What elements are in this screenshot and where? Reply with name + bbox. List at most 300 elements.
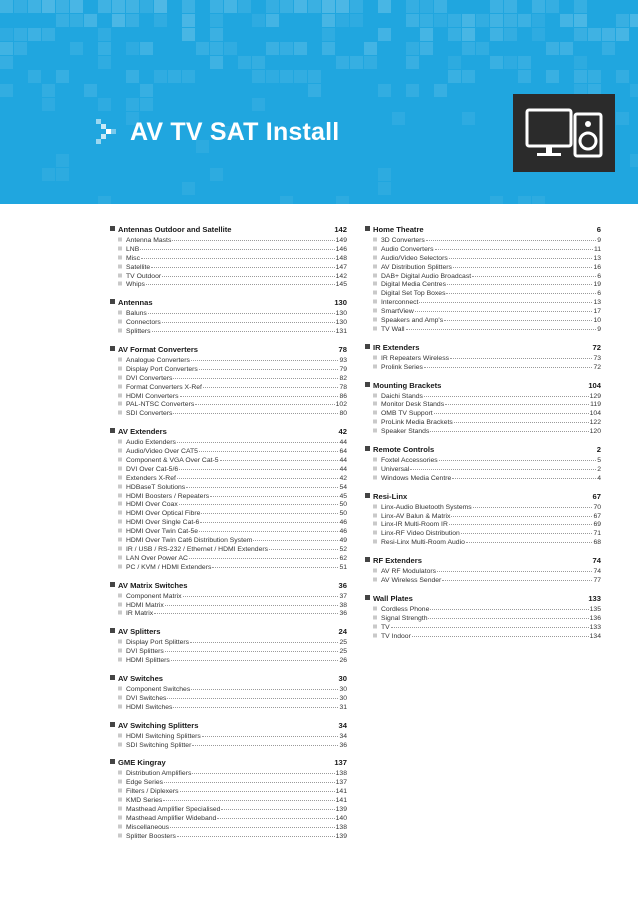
mosaic-tile bbox=[420, 0, 433, 13]
entry-label: SDI Converters bbox=[126, 410, 173, 418]
mosaic-tile bbox=[616, 70, 629, 83]
mosaic-tile bbox=[266, 0, 279, 13]
mosaic-tile bbox=[322, 42, 335, 55]
square-bullet-icon bbox=[118, 329, 122, 333]
dot-leader bbox=[426, 234, 596, 241]
dot-leader bbox=[192, 767, 334, 774]
mosaic-tile bbox=[42, 0, 55, 13]
section-title: AV Splitters bbox=[118, 627, 161, 637]
entry-label: Analogue Converters bbox=[126, 357, 190, 365]
mosaic-tile bbox=[126, 70, 139, 83]
mosaic-tile bbox=[406, 0, 419, 13]
header-banner bbox=[0, 0, 638, 204]
dot-leader bbox=[424, 390, 589, 397]
entry-page-number: 131 bbox=[335, 328, 347, 336]
square-bullet-icon bbox=[373, 318, 377, 322]
entry-label: DVI Converters bbox=[126, 374, 173, 382]
mosaic-tile bbox=[392, 112, 405, 125]
dot-leader bbox=[177, 830, 335, 837]
mosaic-tile bbox=[574, 0, 587, 13]
mosaic-tile bbox=[406, 84, 419, 97]
entry-label: Component Switches bbox=[126, 685, 191, 693]
mosaic-tile bbox=[336, 14, 349, 27]
dot-leader bbox=[191, 683, 338, 690]
mosaic-tile bbox=[14, 28, 27, 41]
section-page-number: 142 bbox=[334, 225, 347, 234]
entry-page-number: 16 bbox=[593, 263, 601, 271]
mosaic-tile bbox=[224, 0, 237, 13]
mosaic-tile bbox=[210, 56, 223, 69]
entry-label: HDMI Converters bbox=[126, 392, 179, 400]
entry-label: Prolink Series bbox=[381, 363, 423, 371]
entry-label: Miscellaneous bbox=[126, 823, 170, 831]
square-bullet-icon bbox=[118, 358, 122, 362]
mosaic-tile bbox=[98, 98, 111, 111]
dot-leader bbox=[162, 316, 335, 323]
section-ir-extenders bbox=[365, 342, 601, 371]
entry-label: IR Repeaters Wireless bbox=[381, 354, 449, 362]
entry-label: IR / USB / RS-232 / Ethernet / HDMI Extenders bbox=[126, 545, 269, 553]
entry-label: Misc bbox=[126, 254, 140, 262]
index-entry[interactable] bbox=[365, 631, 601, 640]
entry-label: Splitter Boosters bbox=[126, 832, 176, 840]
entry-page-number: 25 bbox=[339, 648, 347, 656]
entry-label: Component & VGA Over Cat-5 bbox=[126, 457, 219, 465]
dot-leader bbox=[461, 527, 593, 534]
mosaic-tile bbox=[448, 28, 461, 41]
mosaic-tile bbox=[210, 0, 223, 13]
index-entry[interactable] bbox=[110, 740, 347, 749]
mosaic-tile bbox=[0, 0, 13, 13]
section-page-number: 42 bbox=[338, 427, 347, 437]
mosaic-tile bbox=[0, 84, 13, 97]
square-bullet-icon bbox=[118, 555, 122, 559]
index-entry[interactable] bbox=[110, 408, 347, 417]
entry-page-number: 36 bbox=[339, 741, 347, 749]
dot-leader bbox=[162, 270, 335, 277]
square-bullet-icon bbox=[373, 393, 377, 397]
dot-leader bbox=[151, 261, 334, 268]
square-bullet-icon bbox=[118, 742, 122, 746]
entry-page-number: 80 bbox=[339, 410, 347, 418]
dot-leader bbox=[190, 636, 338, 643]
mosaic-tile bbox=[406, 42, 419, 55]
mosaic-tile bbox=[280, 42, 293, 55]
square-bullet-icon bbox=[118, 246, 122, 250]
index-entry[interactable] bbox=[110, 608, 347, 617]
entry-label: HDMI Over Twin Cat-5e bbox=[126, 528, 199, 536]
square-bullet-icon bbox=[365, 493, 370, 498]
entry-page-number: 86 bbox=[339, 392, 347, 400]
mosaic-tile bbox=[336, 56, 349, 69]
entry-page-number: 137 bbox=[335, 779, 347, 787]
entry-page-number: 5 bbox=[597, 457, 601, 465]
dot-leader bbox=[451, 510, 592, 517]
square-bullet-icon bbox=[373, 291, 377, 295]
mosaic-tile bbox=[126, 42, 139, 55]
section-av-extenders bbox=[110, 426, 347, 570]
entry-label: Windows Media Centre bbox=[381, 474, 452, 482]
entry-page-number: 142 bbox=[335, 272, 347, 280]
entry-label: Edge Series bbox=[126, 779, 164, 787]
mosaic-tile bbox=[294, 0, 307, 13]
mosaic-tile bbox=[504, 14, 517, 27]
mosaic-tile bbox=[28, 0, 41, 13]
entry-label: LAN Over Power AC bbox=[126, 554, 188, 562]
square-bullet-icon bbox=[365, 557, 370, 562]
mosaic-tile bbox=[252, 98, 265, 111]
mosaic-tile bbox=[378, 84, 391, 97]
square-bullet-icon bbox=[118, 402, 122, 406]
mosaic-tile bbox=[364, 56, 377, 69]
entry-page-number: 6 bbox=[597, 272, 601, 280]
mosaic-tile bbox=[602, 28, 615, 41]
mosaic-tile bbox=[294, 42, 307, 55]
dot-leader bbox=[177, 472, 339, 479]
mosaic-tile bbox=[112, 0, 125, 13]
entry-label: Digital Media Centres bbox=[381, 281, 446, 289]
mosaic-tile bbox=[476, 42, 489, 55]
entry-page-number: 130 bbox=[335, 319, 347, 327]
entry-label: LNB bbox=[126, 245, 140, 253]
mosaic-tile bbox=[350, 0, 363, 13]
dot-leader bbox=[473, 501, 593, 508]
section-gme-kingray bbox=[110, 757, 347, 839]
entry-label: Masthead Amplifier Specialised bbox=[126, 805, 221, 813]
entry-label: Audio Extenders bbox=[126, 439, 176, 447]
entry-label: Universal bbox=[381, 465, 410, 473]
square-bullet-icon bbox=[118, 466, 122, 470]
entry-page-number: 17 bbox=[593, 308, 601, 316]
square-bullet-icon bbox=[118, 658, 122, 662]
mosaic-tile bbox=[308, 70, 321, 83]
mosaic-tile bbox=[98, 196, 111, 204]
square-bullet-icon bbox=[118, 806, 122, 810]
mosaic-tile bbox=[490, 0, 503, 13]
entry-label: DVI Splitters bbox=[126, 648, 164, 656]
entry-label: HDMI Over Single Cat-6 bbox=[126, 519, 200, 527]
section-title: RF Extenders bbox=[373, 556, 422, 566]
index-entry[interactable] bbox=[365, 426, 601, 435]
mosaic-tile bbox=[546, 42, 559, 55]
dot-leader bbox=[192, 739, 338, 746]
speaker-icon bbox=[513, 94, 615, 172]
category-icon-badge bbox=[513, 94, 615, 172]
mosaic-tile bbox=[266, 42, 279, 55]
dot-leader bbox=[152, 325, 335, 332]
entry-label: Resi-Linx Multi-Room Audio bbox=[381, 539, 465, 547]
dot-leader bbox=[412, 630, 589, 637]
square-bullet-icon bbox=[118, 449, 122, 453]
entry-label: AV Wireless Sender bbox=[381, 577, 442, 585]
dot-leader bbox=[472, 270, 596, 277]
entry-page-number: 9 bbox=[597, 237, 601, 244]
section-page-number: 137 bbox=[334, 758, 347, 768]
square-bullet-icon bbox=[373, 355, 377, 359]
square-bullet-icon bbox=[110, 759, 115, 764]
entry-page-number: 25 bbox=[339, 639, 347, 647]
square-bullet-icon bbox=[365, 446, 370, 451]
mosaic-tile bbox=[574, 56, 587, 69]
entry-page-number: 50 bbox=[339, 501, 347, 509]
square-bullet-icon bbox=[373, 255, 377, 259]
dot-leader bbox=[163, 794, 334, 801]
entry-page-number: 51 bbox=[339, 563, 347, 571]
square-bullet-icon bbox=[110, 628, 115, 633]
entry-page-number: 30 bbox=[339, 694, 347, 702]
dot-leader bbox=[415, 305, 593, 312]
mosaic-tile bbox=[98, 28, 111, 41]
mosaic-tile bbox=[490, 196, 503, 204]
mosaic-tile bbox=[112, 14, 125, 27]
dot-leader bbox=[449, 518, 593, 525]
dot-leader bbox=[173, 701, 338, 708]
mosaic-tile bbox=[504, 0, 517, 13]
mosaic-tile bbox=[252, 56, 265, 69]
square-bullet-icon bbox=[118, 695, 122, 699]
index-entry[interactable] bbox=[110, 655, 347, 664]
section-title: AV Extenders bbox=[118, 427, 167, 437]
mosaic-tile bbox=[532, 0, 545, 13]
square-bullet-icon bbox=[365, 344, 370, 349]
dot-leader bbox=[439, 454, 597, 461]
dot-leader bbox=[199, 445, 339, 452]
square-bullet-icon bbox=[118, 520, 122, 524]
square-bullet-icon bbox=[110, 428, 115, 433]
entry-label: Foxtel Accessories bbox=[381, 457, 438, 465]
mosaic-tile bbox=[448, 14, 461, 27]
dot-leader bbox=[173, 407, 338, 414]
dot-leader bbox=[199, 525, 338, 532]
mosaic-tile bbox=[322, 14, 335, 27]
square-bullet-icon bbox=[118, 511, 122, 515]
dot-leader bbox=[172, 234, 334, 241]
section-page-number: 130 bbox=[334, 298, 347, 308]
mosaic-tile bbox=[532, 28, 545, 41]
section-page-number: 67 bbox=[592, 491, 601, 501]
entry-page-number: 11 bbox=[593, 245, 601, 253]
entry-page-number: 78 bbox=[339, 383, 347, 391]
dot-leader bbox=[167, 692, 338, 699]
entry-label: Cordless Phone bbox=[381, 605, 430, 613]
mosaic-tile bbox=[56, 168, 69, 181]
section-page-number: 24 bbox=[338, 627, 347, 637]
mosaic-tile bbox=[420, 42, 433, 55]
index-entry[interactable] bbox=[110, 279, 347, 288]
entry-label: Monitor Desk Stands bbox=[381, 401, 445, 409]
mosaic-tile bbox=[210, 14, 223, 27]
square-bullet-icon bbox=[373, 633, 377, 637]
mosaic-tile bbox=[14, 42, 27, 55]
section-title: Home Theatre bbox=[373, 225, 424, 234]
entry-label: KMD Series bbox=[126, 797, 163, 805]
mosaic-tile bbox=[14, 0, 27, 13]
entry-label: Format Converters X-Ref bbox=[126, 383, 202, 391]
section-mounting-brackets bbox=[365, 380, 601, 435]
entry-page-number: 62 bbox=[339, 554, 347, 562]
square-bullet-icon bbox=[118, 458, 122, 462]
entry-label: HDMI Matrix bbox=[126, 601, 164, 609]
entry-page-number: 73 bbox=[593, 354, 601, 362]
entry-page-number: 6 bbox=[597, 290, 601, 298]
entry-page-number: 79 bbox=[339, 365, 347, 373]
mosaic-tile bbox=[602, 42, 615, 55]
index-entry[interactable] bbox=[365, 362, 601, 371]
entry-page-number: 54 bbox=[339, 483, 347, 491]
mosaic-tile bbox=[210, 28, 223, 41]
square-bullet-icon bbox=[373, 309, 377, 313]
mosaic-tile bbox=[294, 70, 307, 83]
index-entry[interactable] bbox=[365, 324, 601, 333]
mosaic-tile bbox=[420, 28, 433, 41]
square-bullet-icon bbox=[373, 504, 377, 508]
mosaic-tile bbox=[546, 0, 559, 13]
square-bullet-icon bbox=[373, 624, 377, 628]
square-bullet-icon bbox=[365, 595, 370, 600]
entry-page-number: 68 bbox=[593, 539, 601, 547]
dot-leader bbox=[180, 785, 335, 792]
mosaic-tile bbox=[406, 14, 419, 27]
dot-leader bbox=[220, 454, 339, 461]
section-resi-linx bbox=[365, 491, 601, 546]
entry-label: Distribution Amplifiers bbox=[126, 770, 192, 778]
index-entry[interactable] bbox=[110, 702, 347, 711]
dot-leader bbox=[430, 425, 588, 432]
mosaic-tile bbox=[490, 28, 503, 41]
square-bullet-icon bbox=[118, 815, 122, 819]
mosaic-tile bbox=[378, 28, 391, 41]
square-bullet-icon bbox=[373, 540, 377, 544]
index-entry[interactable] bbox=[110, 831, 347, 840]
entry-label: SmartView bbox=[381, 308, 414, 316]
entry-label: Display Port Splitters bbox=[126, 639, 190, 647]
dot-leader bbox=[424, 361, 593, 368]
square-bullet-icon bbox=[118, 384, 122, 388]
entry-page-number: 82 bbox=[339, 374, 347, 382]
square-bullet-icon bbox=[118, 733, 122, 737]
entry-label: AV Distribution Splitters bbox=[381, 263, 452, 271]
entry-page-number: 50 bbox=[339, 510, 347, 518]
square-bullet-icon bbox=[118, 611, 122, 615]
entry-label: Baluns bbox=[126, 310, 147, 318]
section-page-number: 34 bbox=[338, 720, 347, 730]
entry-page-number: 146 bbox=[335, 245, 347, 253]
mosaic-tile bbox=[490, 56, 503, 69]
entry-page-number: 141 bbox=[335, 797, 347, 805]
index-entry[interactable] bbox=[365, 537, 601, 546]
square-bullet-icon bbox=[118, 771, 122, 775]
entry-page-number: 129 bbox=[589, 392, 601, 400]
index-entry[interactable] bbox=[110, 326, 347, 335]
entry-page-number: 77 bbox=[593, 577, 601, 585]
entry-label: Speaker Stands bbox=[381, 428, 430, 436]
section-av-matrix-switches bbox=[110, 580, 347, 618]
dot-leader bbox=[165, 645, 339, 652]
section-page-number: 30 bbox=[338, 673, 347, 683]
mosaic-tile bbox=[518, 196, 531, 204]
entry-label: Filters / Diplexers bbox=[126, 788, 179, 796]
chevron-right-icon bbox=[96, 119, 118, 145]
mosaic-tile bbox=[140, 42, 153, 55]
dot-leader bbox=[269, 543, 338, 550]
section-title: Mounting Brackets bbox=[373, 380, 442, 390]
square-bullet-icon bbox=[118, 238, 122, 242]
entry-page-number: 136 bbox=[589, 614, 601, 622]
dot-leader bbox=[434, 407, 589, 414]
entry-page-number: 44 bbox=[339, 457, 347, 465]
square-bullet-icon bbox=[373, 273, 377, 277]
square-bullet-icon bbox=[118, 475, 122, 479]
section-rf-extenders bbox=[365, 555, 601, 584]
square-bullet-icon bbox=[373, 420, 377, 424]
mosaic-tile bbox=[126, 98, 139, 111]
mosaic-tile bbox=[126, 0, 139, 13]
dot-leader bbox=[253, 534, 338, 541]
index-entry[interactable] bbox=[365, 575, 601, 584]
entry-label: SDI Switching Splitter bbox=[126, 741, 192, 749]
dot-leader bbox=[430, 603, 588, 610]
dot-leader bbox=[445, 398, 589, 405]
entry-page-number: 34 bbox=[339, 732, 347, 740]
square-bullet-icon bbox=[373, 458, 377, 462]
entry-label: HDMI Switches bbox=[126, 703, 173, 711]
entry-label: Component Matrix bbox=[126, 592, 182, 600]
entry-page-number: 45 bbox=[339, 492, 347, 500]
dot-leader bbox=[406, 323, 597, 330]
section-title: Resi-Linx bbox=[373, 491, 408, 501]
entry-page-number: 13 bbox=[593, 299, 601, 307]
mosaic-tile bbox=[280, 70, 293, 83]
entry-page-number: 135 bbox=[589, 605, 601, 613]
dot-leader bbox=[146, 278, 335, 285]
square-bullet-icon bbox=[110, 226, 115, 231]
square-bullet-icon bbox=[373, 513, 377, 517]
square-bullet-icon bbox=[118, 593, 122, 597]
entry-label: TV Wall bbox=[381, 325, 405, 333]
mosaic-tile bbox=[406, 56, 419, 69]
mosaic-tile bbox=[462, 70, 475, 83]
square-bullet-icon bbox=[373, 411, 377, 415]
entry-label: HDMI Over Coax bbox=[126, 501, 178, 509]
mosaic-tile bbox=[42, 28, 55, 41]
section-antennas-outdoor-and-satellite bbox=[110, 224, 347, 288]
mosaic-tile bbox=[462, 14, 475, 27]
entry-label: Whips bbox=[126, 281, 145, 289]
mosaic-tile bbox=[154, 14, 167, 27]
section-av-format-converters bbox=[110, 344, 347, 417]
entry-label: Extenders X-Ref bbox=[126, 474, 176, 482]
section-title: AV Format Converters bbox=[118, 345, 199, 355]
section-title: AV Switches bbox=[118, 673, 164, 683]
dot-leader bbox=[212, 561, 338, 568]
square-bullet-icon bbox=[118, 366, 122, 370]
entry-label: Speakers and Amp's bbox=[381, 317, 444, 325]
square-bullet-icon bbox=[110, 675, 115, 680]
entry-page-number: 31 bbox=[339, 703, 347, 711]
dot-leader bbox=[203, 381, 339, 388]
index-entry[interactable] bbox=[110, 562, 347, 571]
dot-leader bbox=[199, 363, 339, 370]
index-entry[interactable] bbox=[365, 473, 601, 482]
mosaic-tile bbox=[56, 14, 69, 27]
mosaic-tile bbox=[210, 168, 223, 181]
square-bullet-icon bbox=[110, 582, 115, 587]
square-bullet-icon bbox=[118, 273, 122, 277]
entry-label: AV RF Modulators bbox=[381, 568, 437, 576]
dot-leader bbox=[442, 574, 592, 581]
entry-page-number: 134 bbox=[589, 632, 601, 640]
mosaic-tile bbox=[364, 42, 377, 55]
